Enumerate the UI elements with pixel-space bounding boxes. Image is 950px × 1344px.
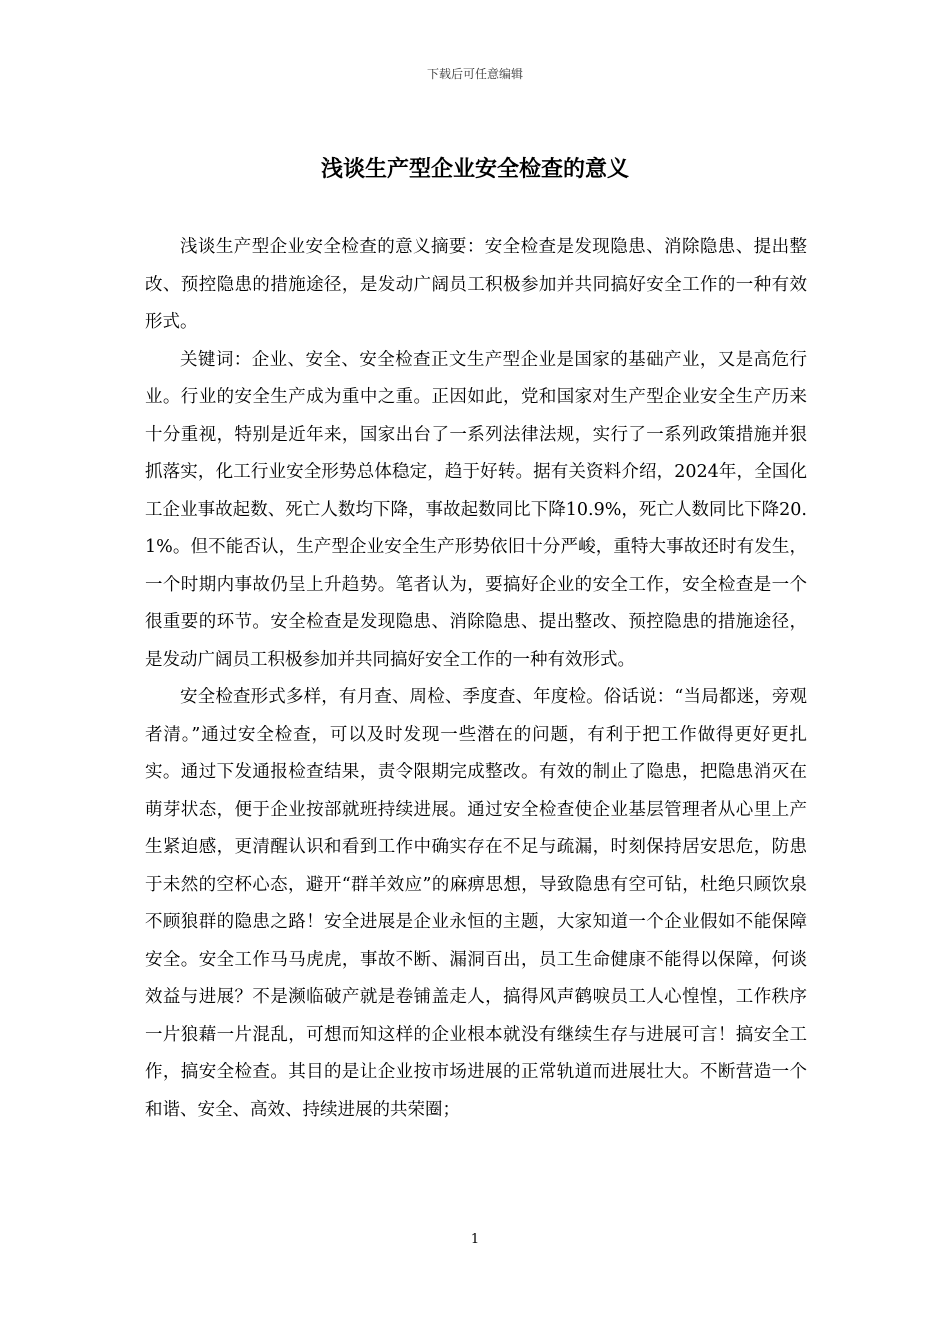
- page-number: 1: [470, 1232, 480, 1247]
- paragraph-inspection-forms: 安全检查形式多样，有月查、周检、季度查、年度检。俗话说：“当局都迷，旁观者清。”通过安全检查，可以及时发现一些潜在的问题，有利于把工作做得更好更扎实。通过下发通报检查结果，责令限期完成整改。有效的制止了隐患，把隐患消灭在萌芽状态，便于企业按部就班持续进展。通过安全检查使企业基层管理者从心里上产生紧迫感，更清醒认识和看到工作中确实存在不足与疏漏，时刻保持居安思危，防患于未然的空杯心态，避开“群羊效应”的麻痹思想，导致隐患有空可钻，杜绝只顾饮泉不顾狼群的隐患之路！安全进展是企业永恒的主题，大家知道一个企业假如不能保障安全。安全工作马马虎虎，事故不断、漏洞百出，员工生命健康不能得以保障，何谈效益与进展？不是濒临破产就是卷铺盖走人，搞得风声鹤唳员工人心惶惶，工作秩序一片狼藉一片混乱，可想而知这样的企业根本就没有继续生存与进展可言！搞安全工作，搞安全检查。其目的是让企业按市场进展的正常轨道而进展壮大。不断营造一个和谐、安全、高效、持续进展的共荣圈；: [145, 687, 807, 1120]
- document-title: 浅谈生产型企业安全检查的意义: [320, 157, 629, 182]
- document-body: [145, 229, 807, 1129]
- paragraph-abstract: 浅谈生产型企业安全检查的意义摘要：安全检查是发现隐患、消除隐患、提出整改、预控隐患的措施途径，是发动广阔员工积极参加并共同搞好安全工作的一种有效形式。: [145, 237, 807, 332]
- paragraph-keywords-body: 关键词：企业、安全、安全检查正文生产型企业是国家的基础产业，又是高危行业。行业的安全生产成为重中之重。正因如此，党和国家对生产型企业安全生产历来十分重视，特别是近年来，国家出台了一系列法律法规，实行了一系列政策措施并狠抓落实，化工行业安全形势总体稳定，趋于好转。据有关资料介绍，2024年，全国化工企业事故起数、死亡人数均下降，事故起数同比下降10.9%，死亡人数同比下降20.1%。但不能否认，生产型企业安全生产形势依旧十分严峻，重特大事故还时有发生，一个时期内事故仍呈上升趋势。笔者认为，要搞好企业的安全工作，安全检查是一个很重要的环节。安全检查是发现隐患、消除隐患、提出整改、预控隐患的措施途径，是发动广阔员工积极参加并共同搞好安全工作的一种有效形式。: [145, 349, 807, 670]
- page-header-note: 下载后可任意编辑: [426, 67, 523, 81]
